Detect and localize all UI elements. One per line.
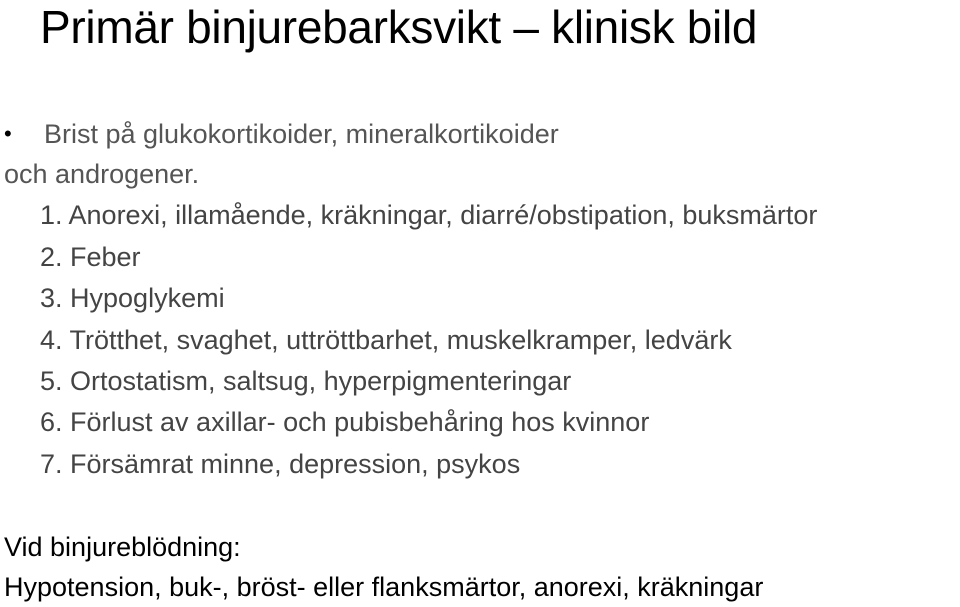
bleeding-heading: Vid binjureblödning: — [4, 532, 241, 562]
numbered-item-1: 1. Anorexi, illamående, kräkningar, diarré/obstipation, buksmärtor — [40, 200, 818, 230]
bullet-icon: • — [4, 121, 12, 146]
bullet-text: Brist på glukokortikoider, mineralkortikoider — [44, 119, 559, 149]
bullet-continuation: och androgener. — [4, 159, 200, 189]
numbered-item-5: 5. Ortostatism, saltsug, hyperpigmenteringar — [40, 366, 572, 396]
slide-title: Primär binjurebarksvikt – klinisk bild — [40, 1, 758, 53]
numbered-item-3: 3. Hypoglykemi — [40, 283, 225, 313]
numbered-item-4: 4. Trötthet, svaghet, uttröttbarhet, muskelkramper, ledvärk — [40, 325, 732, 355]
bleeding-text: Hypotension, buk-, bröst- eller flanksmärtor, anorexi, kräkningar — [4, 572, 764, 602]
numbered-item-7: 7. Försämrat minne, depression, psykos — [40, 449, 521, 479]
numbered-item-2: 2. Feber — [40, 242, 141, 272]
numbered-item-6: 6. Förlust av axillar- och pubisbehåring hos kvinnor — [40, 407, 650, 437]
